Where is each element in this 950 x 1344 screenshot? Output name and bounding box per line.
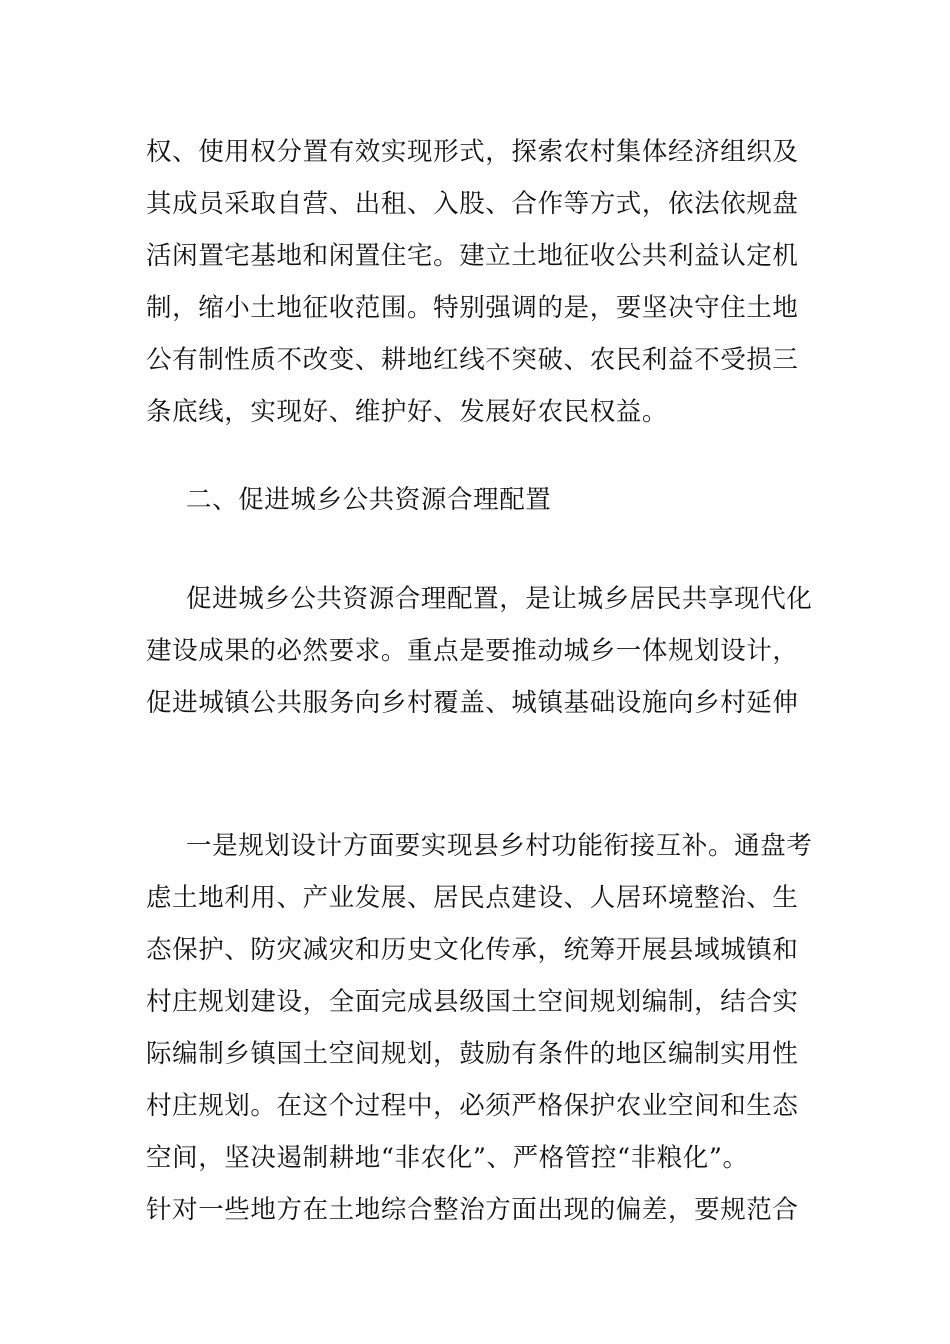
paragraph-line: 建设成果的必然要求。重点是要推动城乡一体规划设计， [146,636,799,666]
paragraph-line: 村庄规划。在这个过程中，必须严格保护农业空间和生态 [146,1091,799,1121]
paragraph-line: 村庄规划建设，全面完成县级国土空间规划编制，结合实 [146,987,799,1017]
paragraph-line: 公有制性质不改变、耕地红线不突破、农民利益不受损三 [146,345,799,375]
paragraph-line: 针对一些地方在土地综合整治方面出现的偏差，要规范合 [146,1195,799,1225]
paragraph-line: 空间，坚决遏制耕地“非农化”、严格管控“非粮化”。 [146,1143,749,1173]
section-heading: 二、促进城乡公共资源合理配置 [186,485,552,515]
paragraph-line: 条底线，实现好、维护好、发展好农民权益。 [146,397,669,427]
paragraph-line: 态保护、防灾减灾和历史文化传承，统筹开展县域城镇和 [146,935,799,965]
paragraph-line: 际编制乡镇国土空间规划，鼓励有条件的地区编制实用性 [146,1039,799,1069]
paragraph-line: 权、使用权分置有效实现形式，探索农村集体经济组织及 [146,137,799,167]
paragraph-line: 促进城乡公共资源合理配置，是让城乡居民共享现代化 [186,584,813,614]
paragraph-line: 制，缩小土地征收范围。特别强调的是，要坚决守住土地 [146,293,799,323]
paragraph-line: 其成员采取自营、出租、入股、合作等方式，依法依规盘 [146,189,799,219]
paragraph-line: 促进城镇公共服务向乡村覆盖、城镇基础设施向乡村延伸 [146,688,799,718]
paragraph-line: 活闲置宅基地和闲置住宅。建立土地征收公共利益认定机 [146,241,799,271]
paragraph-line: 一是规划设计方面要实现县乡村功能衔接互补。通盘考 [186,831,813,861]
paragraph-line: 虑土地利用、产业发展、居民点建设、人居环境整治、生 [146,883,799,913]
